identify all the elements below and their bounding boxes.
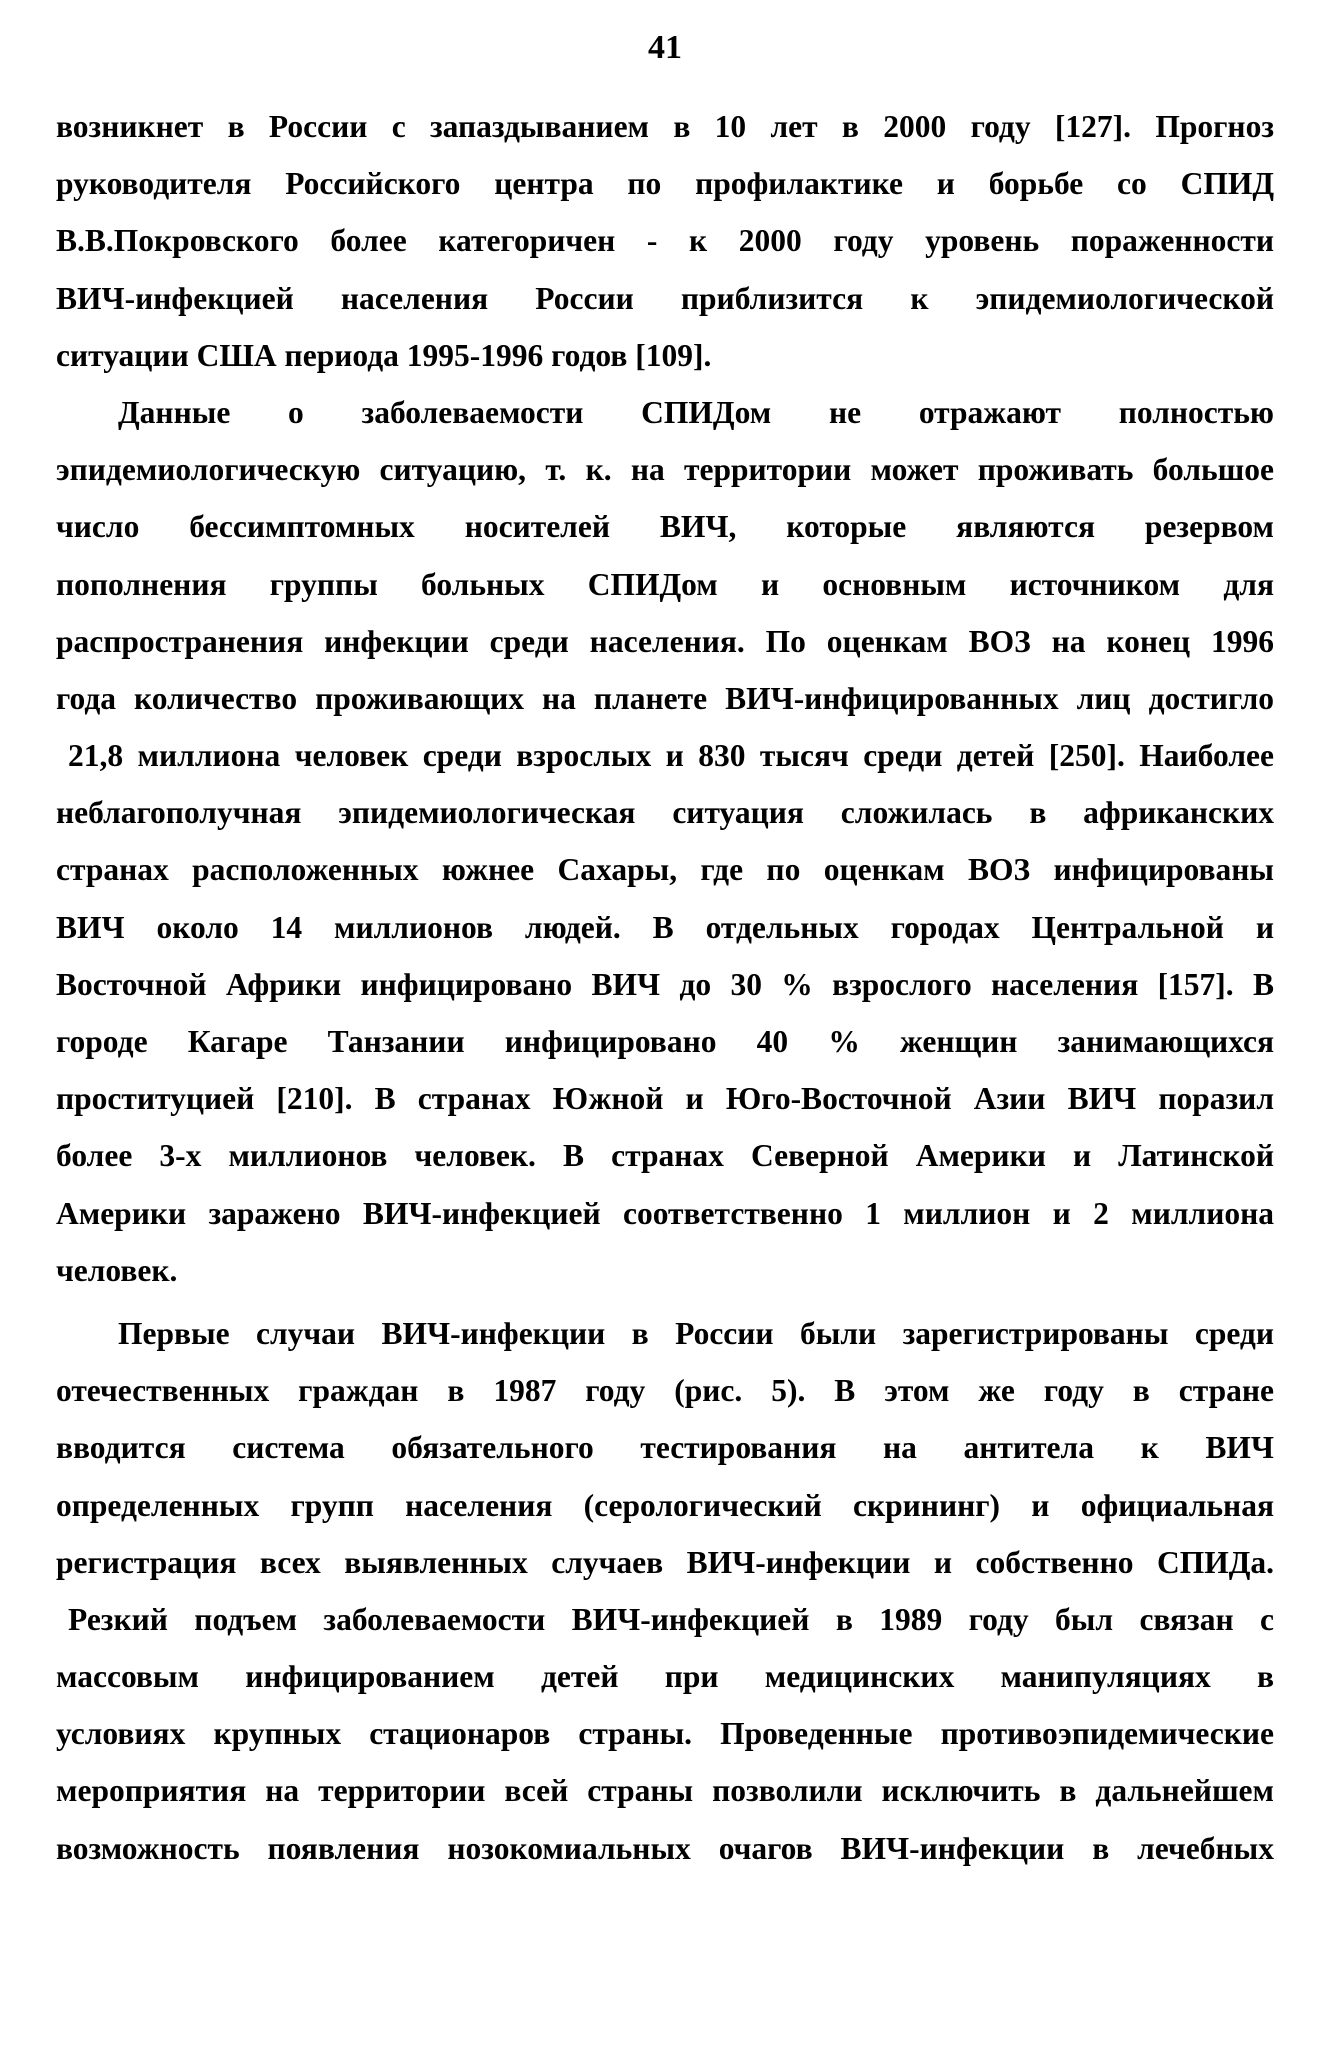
- text-line: года количество проживающих на планете ВИЧ-инфицированных лиц достигло: [56, 680, 1274, 716]
- text-line: городе Кагаре Танзании инфицировано 40 % женщин занимающихся: [56, 1024, 1274, 1059]
- text-line: вводится система обязательного тестирования на антитела к ВИЧ: [56, 1430, 1274, 1466]
- text-line: пополнения группы больных СПИДом и основным источником для: [56, 566, 1274, 602]
- text-line: неблагополучная эпидемиологическая ситуация сложилась в африканских: [56, 795, 1274, 831]
- text-line: руководителя Российского центра по профилактике и борьбе со СПИД: [56, 166, 1274, 202]
- text-line: проституцией [210]. В странах Южной и Юго-Восточной Азии ВИЧ поразил: [56, 1081, 1274, 1117]
- text-line: Данные о заболеваемости СПИДом не отражают полностью: [118, 394, 1274, 430]
- text-line: условиях крупных стационаров страны. Проведенные противоэпидемические: [56, 1716, 1274, 1752]
- text-line: Восточной Африки инфицировано ВИЧ до 30 % взрослого населения [157]. В: [56, 966, 1274, 1002]
- text-line: Резкий подъем заболеваемости ВИЧ-инфекцией в 1989 году был связан с: [68, 1601, 1274, 1637]
- text-line: странах расположенных южнее Сахары, где по оценкам ВОЗ инфицированы: [56, 852, 1274, 888]
- text-line: распространения инфекции среди населения. По оценкам ВОЗ на конец 1996: [56, 623, 1274, 659]
- text-line: мероприятия на территории всей страны позволили исключить в дальнейшем: [56, 1773, 1274, 1809]
- text-line: число бессимптомных носителей ВИЧ, которые являются резервом: [56, 509, 1274, 545]
- text-line: В.В.Покровского более категоричен - к 2000 году уровень пораженности: [56, 223, 1274, 259]
- text-line: эпидемиологическую ситуацию, т. к. на территории может проживать большое: [56, 452, 1274, 488]
- text-line: ситуации США периода 1995-1996 годов [109].: [56, 337, 712, 373]
- body-text: [56, 98, 1274, 1877]
- text-line: определенных групп населения (серологический скрининг) и официальная: [56, 1487, 1274, 1523]
- text-line: регистрация всех выявленных случаев ВИЧ-инфекции и собственно СПИДа.: [56, 1544, 1274, 1580]
- text-line: более 3-х миллионов человек. В странах Северной Америки и Латинской: [56, 1138, 1274, 1174]
- text-line: Америки заражено ВИЧ-инфекцией соответственно 1 миллион и 2 миллиона: [56, 1195, 1274, 1231]
- text-line: ВИЧ-инфекцией населения России приблизится к эпидемиологической: [56, 280, 1274, 316]
- text-line: человек.: [56, 1252, 178, 1288]
- text-line: 21,8 миллиона человек среди взрослых и 830 тысяч среди детей [250]. Наиболее: [68, 738, 1274, 774]
- text-line: Первые случаи ВИЧ-инфекции в России были зарегистрированы среди: [118, 1315, 1274, 1351]
- page-number: 41: [648, 29, 682, 66]
- text-line: массовым инфицированием детей при медицинских манипуляциях в: [56, 1659, 1274, 1695]
- text-line: ВИЧ около 14 миллионов людей. В отдельных городах Центральной и: [56, 909, 1274, 945]
- text-line: возможность появления нозокомиальных очагов ВИЧ-инфекции в лечебных: [56, 1830, 1274, 1866]
- text-line: отечественных граждан в 1987 году (рис. 5). В этом же году в стране: [56, 1373, 1274, 1409]
- text-line: возникнет в России с запаздыванием в 10 лет в 2000 году [127]. Прогноз: [56, 109, 1274, 144]
